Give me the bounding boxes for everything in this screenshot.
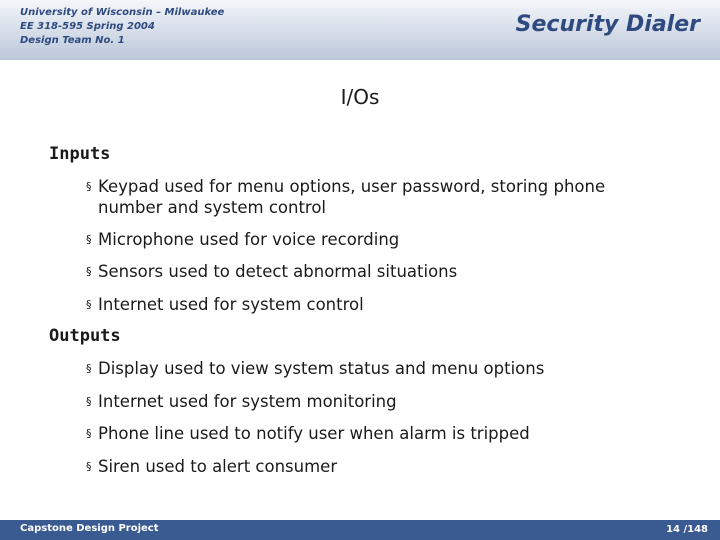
list-item <box>86 294 686 315</box>
list-item <box>86 261 686 282</box>
footer-project-name: Capstone Design Project <box>20 523 159 534</box>
list-item-text: Internet used for system control <box>98 295 364 314</box>
bullet-icon: § <box>86 180 92 193</box>
list-item-text: Internet used for system monitoring <box>98 392 397 411</box>
list-item <box>86 358 686 379</box>
list-item-text: Sensors used to detect abnormal situations <box>98 262 458 281</box>
team-line: Design Team No. 1 <box>20 35 125 46</box>
university-line: University of Wisconsin – Milwaukee <box>20 7 225 18</box>
course-info <box>20 6 224 48</box>
list-item <box>86 391 686 412</box>
slide-footer <box>0 520 720 540</box>
list-item-text: Keypad used for menu options, user password, storing phone number and system control <box>98 177 606 217</box>
list-item-text: Microphone used for voice recording <box>98 230 400 249</box>
list-item-text: Siren used to alert consumer <box>98 457 338 476</box>
bullet-icon: § <box>86 460 92 473</box>
bullet-icon: § <box>86 298 92 311</box>
inputs-heading: Inputs <box>49 144 111 164</box>
bullet-icon: § <box>86 395 92 408</box>
list-item <box>86 423 686 444</box>
slide-header <box>0 0 720 60</box>
presentation-title: Security Dialer <box>515 12 700 37</box>
bullet-icon: § <box>86 427 92 440</box>
list-item-text: Phone line used to notify user when alarm is tripped <box>98 424 530 443</box>
list-item <box>86 456 686 477</box>
slide-title: I/Os <box>340 85 380 109</box>
course-line: EE 318-595 Spring 2004 <box>20 21 155 32</box>
list-item <box>86 229 686 250</box>
bullet-icon: § <box>86 362 92 375</box>
bullet-icon: § <box>86 233 92 246</box>
bullet-icon: § <box>86 265 92 278</box>
list-item-text: Display used to view system status and menu options <box>98 359 545 378</box>
outputs-heading: Outputs <box>49 326 121 346</box>
list-item <box>86 176 686 218</box>
page-number: 14 /148 <box>666 524 708 535</box>
